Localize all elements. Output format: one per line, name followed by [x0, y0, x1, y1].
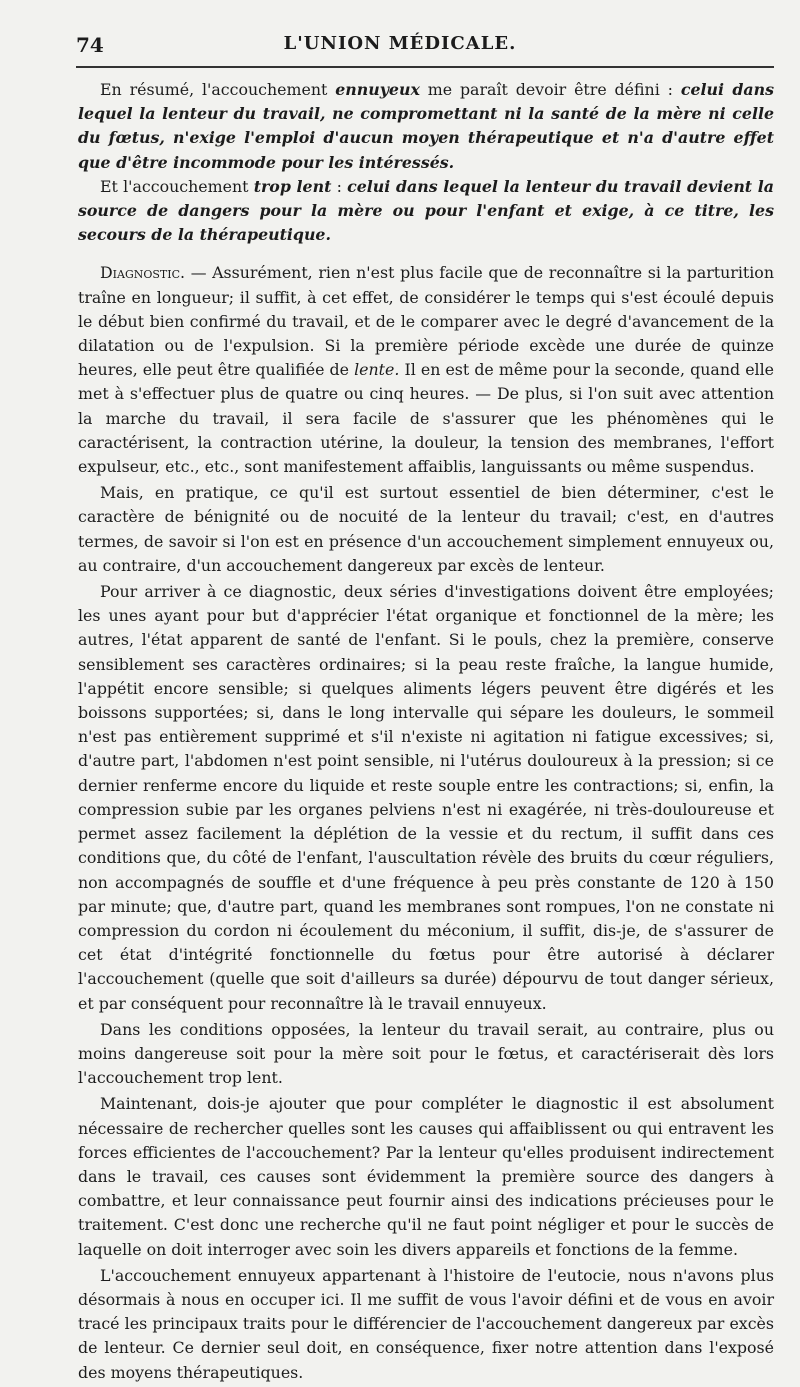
- emphasis: lente.: [354, 360, 400, 380]
- paragraph: Maintenant, dois-je ajouter que pour compléter le diagnostic il est absolument nécessaire de rechercher quelles sont les causes qui affaiblissent ou qui entravent les forces efficientes de l'accouchement? Par la lenteur qu'elles produisent indirectement dans le travail, ces causes sont évidemment la première source des dangers à combattre, et leur connaissance peut fournir ainsi des indications précieuses pour le traitement. C'est donc une recherche qu'il ne faut point négliger et pour le succès de laquelle on doit interroger avec soin les divers appareils et fonctions de la femme.: [78, 1094, 774, 1259]
- paragraph-definition-ennuyeux: [78, 78, 774, 175]
- text-run: Il en est de même pour la seconde, quand elle met à s'effectuer plus de quatre ou cinq heures. — De plus, si l'on suit avec attention la marche du travail, il sera facile de s'assurer que les phénomènes qui le caractérisent, la contraction utérine, la douleur, la tension des membranes, l'effort expulseur, etc., etc., sont manifestement affaiblis, languissants ou même suspendus.: [78, 360, 774, 477]
- emphasis: celui dans lequel la lenteur du travail devient la source de dangers pour la mère ou pour l'enfant et exige, à ce titre, les secours de la thérapeutique.: [78, 176, 775, 245]
- emphasis: celui dans lequel la lenteur du travail, ne compromettant ni la santé de la mère ni celle du fœtus, n'exige l'emploi d'aucun moyen thérapeutique et n'a d'autre effet que d'être incommode pour les intéressés.: [78, 80, 774, 172]
- page-number: 74: [76, 33, 104, 57]
- paragraph: Mais, en pratique, ce qu'il est surtout essentiel de bien déterminer, c'est le caractère de bénignité ou de nocuité de la lenteur du travail; c'est, en d'autres termes, de savoir si l'on est en présence d'un accouchement simplement ennuyeux ou, au contraire, d'un accouchement dangereux par excès de lenteur.: [78, 483, 774, 575]
- paragraph: Dans les conditions opposées, la lenteur du travail serait, au contraire, plus ou moins dangereuse soit pour la mère soit pour le fœtus, et caractériserait dès lors l'accouchement trop lent.: [78, 1019, 774, 1088]
- page-header: [0, 28, 800, 64]
- text-run: — Assurément, rien n'est plus facile que de reconnaître si la parturition traîne en longueur; il suffit, à cet effet, de considérer le temps qui s'est écoulé depuis le début bien confirmé du travail, et de le comparer avec le degré d'avancement de la dilatation ou de l'expulsion. Si la première période excède une durée de quinze heures, elle peut être qualifiée de: [78, 263, 774, 380]
- text-run: :: [331, 176, 348, 196]
- text-run: Et l'accouchement: [100, 176, 254, 196]
- paragraph: L'accouchement ennuyeux appartenant à l'histoire de l'eutocie, nous n'avons plus désormais à nous en occuper ici. Il me suffit de vous l'avoir défini et de vous en avoir tracé les principaux traits pour le différencier de l'accouchement dangereux par excès de lenteur. Ce dernier seul doit, en conséquence, fixer notre attention dans l'exposé des moyens thérapeutiques.: [78, 1265, 774, 1382]
- paragraph-diagnostic: [78, 261, 774, 479]
- emphasis: ennuyeux: [335, 80, 420, 99]
- text-run: me paraît devoir être défini :: [419, 80, 681, 99]
- text-run: En résumé, l'accouchement: [100, 80, 336, 99]
- emphasis: trop lent: [253, 176, 332, 196]
- section-heading: Diagnostic.: [100, 263, 186, 283]
- paragraph-definition-trop-lent: [78, 175, 774, 248]
- header-rule: [76, 66, 774, 68]
- body-text: [78, 78, 774, 1387]
- paragraph: Pour arriver à ce diagnostic, deux séries d'investigations doivent être employées; les unes ayant pour but d'apprécier l'état organique et fonctionnel de la mère; les autres, l'état apparent de santé de l'enfant. Si le pouls, chez la première, conserve sensiblement ses caractères ordinaires; si la peau reste fraîche, la langue humide, l'appétit encore sensible; si quelques aliments légers peuvent être digérés et les boissons supportées; si, dans le long intervalle qui sépare les douleurs, le sommeil n'est pas entièrement supprimé et s'il n'existe ni agitation ni fatigue excessives; si, d'autre part, l'abdomen n'est point sensible, ni l'utérus douloureux à la pression; si ce dernier renferme encore du liquide et reste souple entre les contractions; si, enfin, la compression subie par les organes pelviens n'est ni exagérée, ni très-douloureuse et permet assez facilement la déplétion de la vessie et du rectum, il suffit dans ces conditions que, du côté de l'enfant, l'auscultation révèle des bruits du cœur réguliers, non accompagnés de souffle et d'une fréquence à peu près constante de 120 à 150 par minute; que, d'autre part, quand les membranes sont rompues, l'on ne constate ni compression du cordon ni écoulement du méconium, il suffit, dis-je, de s'assurer de cet état d'intégrité fonctionnelle du fœtus pour être autorisé à déclarer l'accouchement (quelle que soit d'ailleurs sa durée) dépourvu de tout danger sérieux, et par conséquent pour reconnaître là le travail ennuyeux.: [78, 582, 774, 1013]
- running-head: L'UNION MÉDICALE.: [283, 33, 517, 54]
